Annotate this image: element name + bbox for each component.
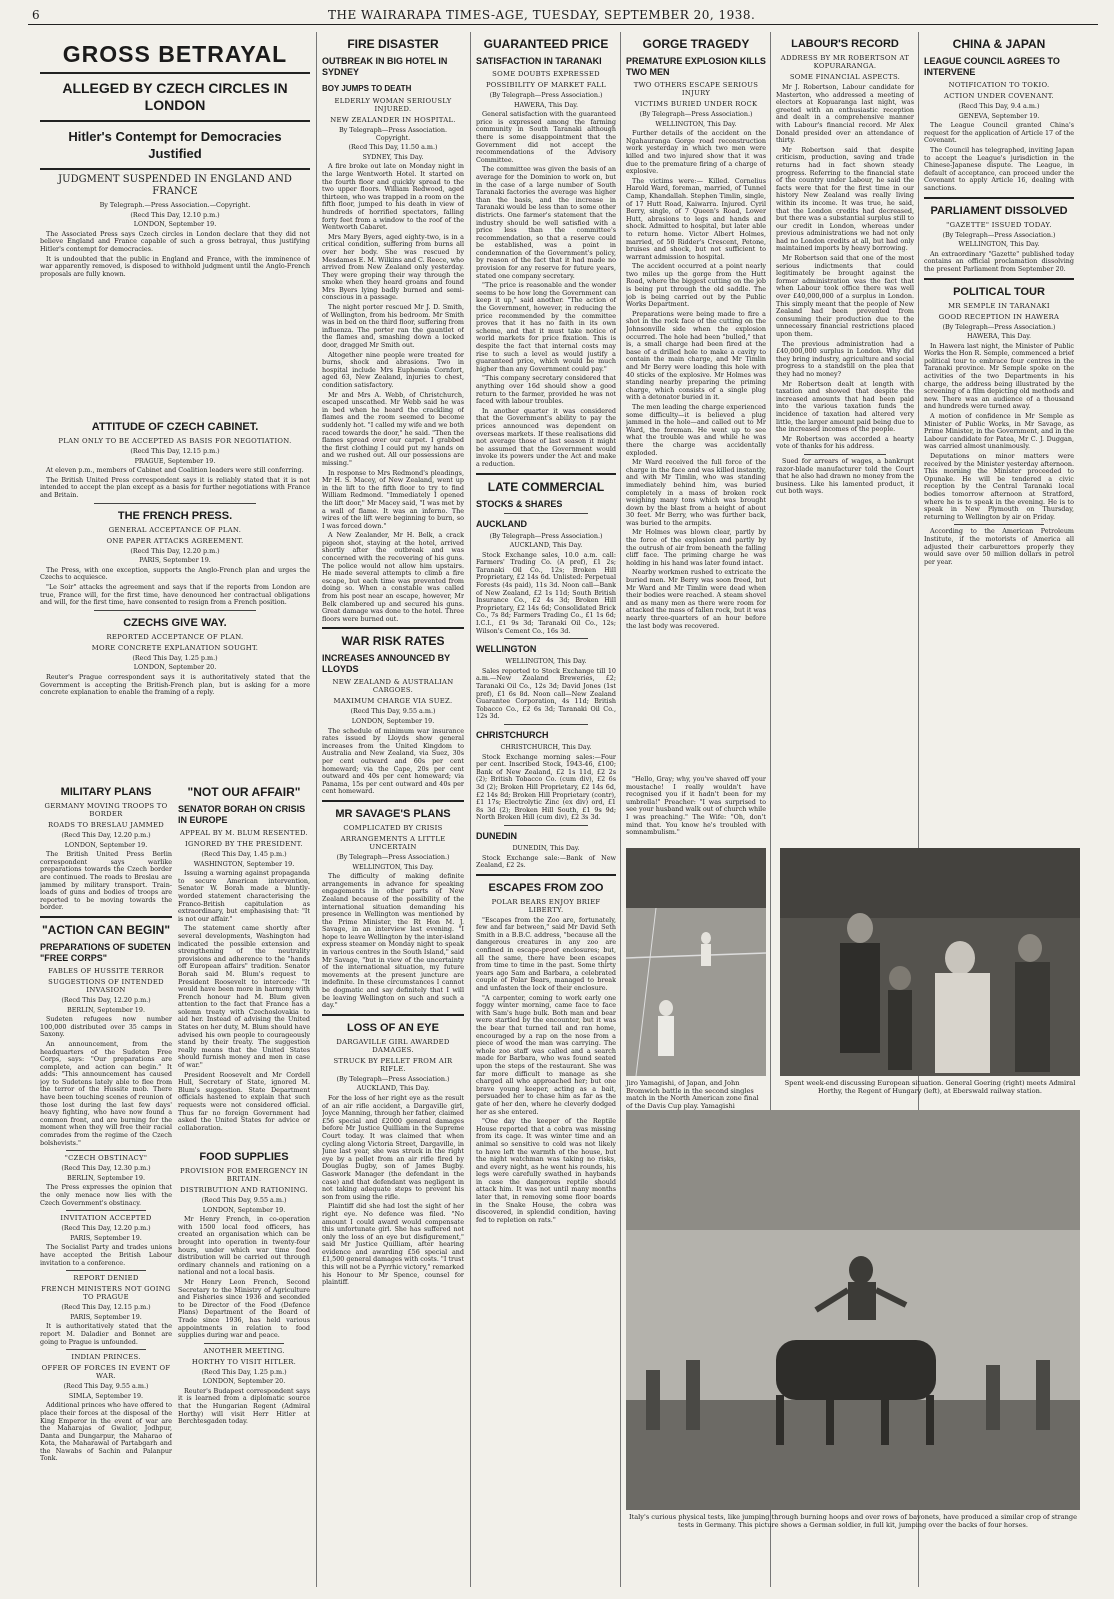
dateline: LONDON, September 19. — [202, 1205, 286, 1214]
subheadline: SENATOR BORAH ON CRISIS IN EUROPE — [178, 804, 306, 825]
dateline: BERLIN, September 19. — [67, 1173, 145, 1182]
headline: FIRE DISASTER — [347, 37, 439, 51]
headline: LABOUR'S RECORD — [791, 38, 899, 50]
column-rule — [620, 32, 621, 1587]
paragraph: The night porter rescued Mr J. D. Smith, of Wellington, from his bedroom. Mr Smith was in bed on the third floor, suffering from influenza. The porter ran the gauntlet of the flames and, smashing down a locked door, dragged Mr Smith out. — [322, 303, 464, 350]
headline: LATE COMMERCIAL — [487, 479, 605, 494]
goering-horthy-photo-caption: Spent week-end discussing European situation. General Goering (right) meets Admiral Horthy, the Regent of Hungary (left), at Eberswald railway station. — [784, 1079, 1076, 1095]
paragraph: The British United Press correspondent says it is reliably stated that it is not intended to accept the plan except as a basis for further negotiations with France and Britain. — [40, 475, 310, 499]
paragraph: Mr Robertson was accorded a hearty vote of thanks for his address. — [776, 434, 914, 451]
received-time: (Recd This Day, 9.55 a.m.) — [63, 1382, 149, 1391]
subheadline: VICTIMS BURIED UNDER ROCK — [634, 100, 758, 108]
byline: (By Telegraph—Press Association.) — [942, 230, 1056, 239]
column-6 — [924, 32, 1074, 772]
goering-horthy-photo — [780, 848, 1080, 1076]
column-2 — [322, 32, 464, 1582]
paragraph: The schedule of minimum war insurance rates issued by Lloyds show general increases from the United Kingdom to Australia and New Zealand, via Suez, 30s per cent outward and 60s per cent homeward; via the Cape, 20s per cent outward and 40s per cent homeward; via Panama, 15s per cent outward and 40s per cent homeward. — [322, 726, 464, 796]
subheadline: PROVISION FOR EMERGENCY IN BRITAIN. — [180, 1167, 308, 1183]
subheadline: GERMANY MOVING TROOPS TO BORDER — [44, 802, 168, 818]
paragraph: "Escapes from the Zoo are, fortunately, few and far between," said Mr David Seth Smith in a B.B.C. address, "because all the dangerous creatures in any zoo are confined in escape-proof enclosures; but, all the same, there have been escapes from time to time in the past. Some thirty years ago Sam and Barbara, a celebrated couple of Polar Bears, managed to break and unfasten the lock of their enclosure. — [476, 915, 616, 993]
article-czech-cabinet — [40, 415, 310, 775]
headline: AUCKLAND — [476, 518, 527, 529]
headline: CHRISTCHURCH — [476, 729, 549, 740]
paragraph: It is authoritatively stated that the report M. Daladier and Bonnet are going to Prague is unfounded. — [40, 1322, 172, 1346]
headline: GUARANTEED PRICE — [483, 37, 609, 51]
headline: WELLINGTON — [476, 644, 537, 655]
paragraph: "Hello, Gray; why, you've shaved off your moustache! I really wouldn't have recognised you if it hadn't been for my umbrella!" Preacher: "I was surprised to see your husband walk out of church while I was preaching." The Wife: "Oh, don't mind that. You know he's troubled with somnambulism." — [626, 776, 766, 837]
paragraph: It is undoubted that the public in England and France, with the imminence of war apparently removed, is disposed to withhold judgment until the Anglo-French proposals are fully known. — [40, 254, 310, 278]
dateline: DUNEDIN, This Day. — [512, 843, 580, 852]
subheadline: Hitler's Contempt for Democracies Justified — [68, 129, 282, 161]
soldier-jumping-image — [626, 1110, 1080, 1510]
dateline: AUCKLAND, This Day. — [356, 1084, 430, 1093]
column-rule — [470, 32, 471, 1587]
subheadline: ARRANGEMENTS A LITTLE UNCERTAIN — [340, 834, 446, 851]
received-time: (Recd This Day, 12.20 p.m.) — [61, 995, 151, 1004]
paragraph: Mr Holmes was blown clear, partly by the force of the explosion and partly by the outrush of air from beneath the falling cliff face. The priming charge he was holding in his hand was later found intact. — [626, 528, 766, 567]
subheadline: SATISFACTION IN TARANAKI — [476, 56, 602, 66]
paragraph: Stock Exchange morning sales:—Four per cent. Inscribed Stock, 1943-46, £100; Bank of New Zealand, £2 1s 11d, £2 2s (2); British Tobacco Co. (cum div), £2 6s 3d (2); Broken Hill Proprietary, £2 14s 6d, £2 14s 8d; Broken Hill Proprietary (contr), £1 17s; Electrolytic Zinc (ex div) ord, £1 8s 3d (2); Broken Hill South, £1 9s 9d; North Broken Hill (cum div), £2 3s 3d. — [476, 752, 616, 822]
subheadline: PREPARATIONS OF SUDETEN "FREE CORPS" — [40, 941, 171, 963]
article-labours-record — [776, 32, 914, 772]
paragraph: Mr and Mrs A. Webb, of Christchurch, escaped unscathed. Mr Webb said he was in bed when he heard the crackling of flames and the room seemed to become suddenly hot. "I called my wife and we both raced towards the door," he said. "Then the flames spread over our carpet. I grabbed the first clothing I could put my hands on and we rushed out. All our possessions are missing." — [322, 390, 464, 467]
paragraph: A motion of confidence in Mr Semple as Minister of Public Works, in Mr Savage, as Prime Minister, in the Government, and in the Labour candidate for Patea, Mr C. J. Duggan, was carried almost unanimously. — [924, 412, 1074, 451]
paragraph: The Associated Press says Czech circles in London declare that they did not believe England and France capable of such a gross betrayal, thus justifying Hitler's contempt for democracies. — [40, 229, 310, 253]
paragraph: Sued for arrears of wages, a bankrupt razor-blade manufacturer told the Court that he also had drawn no money from the business. Like his lamented product, it cut both ways. — [776, 456, 914, 496]
byline: (By Telegraph—Press Association.) — [336, 1074, 450, 1083]
article-food-supplies — [178, 1145, 310, 1585]
subheadline: IGNORED BY THE PRESIDENT. — [185, 840, 303, 848]
paragraph: At eleven p.m., members of Cabinet and Coalition leaders were still conferring. — [46, 466, 304, 475]
paragraph: In response to Mrs Redmond's pleadings, Mr H. S. Macey, of New Zealand, went up in the lift to the fifth floor to try to find William Redmond. "Immediately I opened the lift door," Mr Macey said, "I was met by a wall of flame. It was an inferno. The wires of the lift were beginning to burn, so I was forced down." — [322, 468, 464, 530]
subheadline: DISTRIBUTION AND RATIONING. — [180, 1186, 308, 1194]
masthead-title: THE WAIRARAPA TIMES-AGE, TUESDAY, SEPTEMBER 20, 1938. — [328, 8, 756, 22]
subheadline: OUTBREAK IN BIG HOTEL IN SYDNEY — [322, 56, 448, 77]
paragraph: In Hawera last night, the Minister of Public Works the Hon R. Semple, commenced a brief political tour to embrace four centres in the Taranaki province. Mr Semple spoke on the activities of the two Departments in his charge, the address being illustrated by the screening of a film depicting old methods and new. There was an audience of a thousand and hundreds were turned away. — [924, 341, 1074, 411]
subheadline: TWO OTHERS ESCAPE SERIOUS INJURY — [633, 81, 759, 97]
paragraph: The League Council granted China's request for the application of Article 17 of the Covenant. — [924, 121, 1074, 145]
headline: INDIAN PRINCES. — [71, 1353, 141, 1362]
soldier-jumping-photo — [626, 1110, 1080, 1510]
dateline: PARIS, September 19. — [139, 556, 211, 565]
paragraph: The victims were:— Killed. Cornelius Harold Ward, foreman, married, of Tunnel Camp, Khandallah. Stephen Timlin, single, of 17 Hutt Road, Kaiwarra. Injured. Cyril Berry, single, of 7 Queen's Road, Lower Hutt, abrasions to legs and hands and shock. Admitted to hospital, but later able to return home. Victor Albert Holmes, married, of 50 Ridder's Crescent, Petone, bruises and shock, but not sufficient to warrant admission to hospital. — [626, 176, 766, 261]
byline: (By Telegraph—Press Association.) — [336, 852, 450, 861]
paragraph: Mr Robertson said that despite criticism, production, saving and trade returns had in fact shown steady progress. Referring to the financial state of the country under Labour, he said the facts were that for the first time in our history New Zealand was really living within its income. It was true, he said, that the London credits had decreased, but there was a substantial surplus still to our credit in London, whereas under previous administrations we had not only had no London credits at all, but had only maintained imports by heavy borrowing. — [776, 145, 914, 253]
byline: (By Telegraph—Press Association.) — [489, 91, 603, 99]
headline: THE FRENCH PRESS. — [117, 509, 233, 522]
article-gross-betrayal — [40, 32, 310, 412]
paragraph: An extraordinary "Gazette" published today contains an official proclamation dissolving the present Parliament from September 20. — [924, 249, 1074, 273]
paragraph: Reuter's Budapest correspondent says it is learned from a diplomatic source that the Hungarian Regent (Admiral Horthy) will visit Herr Hitler at Berchtesgaden today. — [178, 1386, 310, 1426]
subheadline: SOME FINANCIAL ASPECTS. — [789, 73, 901, 81]
headline: ANOTHER MEETING. — [203, 1346, 285, 1355]
paragraph: A New Zealander, Mr H. Belk, a crack pigeon shot, staying at the hotel, arrived shortly after the outbreak and was concerned with the recovering of his guns. The police would not allow him upstairs. He made several attempts to climb a fire escape, but each time was prevented from doing so. When a constable was called from his post near an escape, however, Mr Belk clambered up and secured his guns. Great damage was done to the hotel. Three floors were burned out. — [322, 531, 464, 623]
received-time: (Recd This Day, 1.25 p.m.) — [201, 1367, 287, 1376]
paragraph: The Press, with one exception, supports the Anglo-French plan and urges the Czechs to acquiesce. — [40, 565, 310, 582]
masthead — [28, 6, 1098, 25]
received-time: (Recd This Day, 12.30 p.m.) — [61, 1164, 151, 1173]
paragraph: The Council has telegraphed, inviting Japan to accept the League's jurisdiction in the Chinese-Japanese dispute. The League, in default of acceptance, can proceed under the Covenant to apply Article 16, dealing with sanctions. — [924, 145, 1074, 192]
byline: By Telegraph.—Press Association.—Copyright. — [99, 201, 251, 209]
subheadline: HORTHY TO VISIT HITLER. — [191, 1357, 297, 1366]
dateline: WELLINGTON, This Day. — [505, 657, 587, 666]
paragraph: A fire broke out late on Monday night in the large Wentworth Hotel. It started on the fourth floor and quickly spread to the two upper floors. William Redwood, aged thirteen, who was trapped in a room on the fifth floor, jumped to his death in view of hundreds of horrified spectators, falling forty feet from a window to the roof of the Wentworth Cabaret. — [322, 162, 464, 232]
subheadline: REPORTED ACCEPTANCE OF PLAN. — [106, 632, 244, 641]
subheadline: DARGAVILLE GIRL AWARDED DAMAGES. — [336, 1037, 450, 1054]
received-time: (Recd This Day, 9.55 a.m.) — [201, 1196, 287, 1204]
headline: "CZECH OBSTINACY" — [64, 1154, 148, 1163]
paragraph: The committee was given the basis of an average for the Dominion to work on, but in the case of a large number of South Taranaki factories the average was higher than the basis, and the increase in Taranaki would be less than to some other districts. One farmer's statement that the industry should be well satisfied with a price less than the committee's recommendation, so that a reserve could be established, was a point in condemnation of the Government's policy, by reason of the fact that it had made no provision for any reserve for future years, stated one company secretary. — [476, 165, 616, 280]
subheadline: INCREASES ANNOUNCED BY LLOYDS — [322, 653, 451, 675]
received-time: (Recd This Day, 12.10 p.m.) — [130, 210, 220, 219]
headline: MR SAVAGE'S PLANS — [335, 807, 451, 820]
received-time: (Recd This Day, 11.50 a.m.) — [348, 143, 438, 152]
paragraph: Stock Exchange sales, 10.0 a.m. call: Farmers' Trading Co. (A pref), £1 2s; Taranaki Oil Co., 12s; Broken Hill Proprietary, £2 14s 6d. Unlisted: Perpetual Forests (4s paid), 11s 3d. Noon call—Bank of New Zealand, £2 1s 11d; South British Insurance Co., £2 4s 3d; Broken Hill Proprietary, £2 14s 6d; Consolidated Brick Co., 7s 8d; Farmers Trading Co., £1 1s 6d; I.C.I., £1 9s 3d; Taranaki Oil Co., 12s; Wilson's Cement Co., 16s 3d. — [476, 550, 616, 635]
paragraph: Nearby workmen rushed to extricate the buried men. Mr Berry was soon freed, but Mr Ward and Mr Timlin were dead when their bodies were reached. A steam shovel and as many men as there were room for attacked the mass of fallen rock, but it was nearly three-quarters of an hour before the last body was recovered. — [626, 568, 766, 630]
subheadline: GENERAL ACCEPTANCE OF PLAN. — [108, 525, 242, 534]
dateline: CHRISTCHURCH, This Day. — [500, 742, 592, 751]
dateline: HAWERA, This Day. — [513, 100, 579, 109]
paragraph: The statement came shortly after several developments, Washington had indicated the possible extension and strengthening of the neutrality provisions and adherence to the "hands off European affairs" tradition. Senator Borah said M. Blum's request to President Roosevelt to intercede: "It would have been more in harmony with French honour had M. Blum given attention to the fact that France has a solemn treaty with Czechoslovakia to aid her. Instead of advising the United States on her duty, M. Blum should have advised his own people to courageously stand by their treaty. The suggestion really means that the United States should furnish money and men in case of war." — [178, 924, 310, 1070]
received-time: (Recd This Day, 12.20 p.m.) — [61, 1224, 151, 1233]
paragraph: Sales reported to Stock Exchange till 10 a.m.—New Zealand Breweries, £2; Taranaki Oil Co., 12s 3d; David Jones (1st pref), £1 6s 8d. Noon call—New Zealand Guarantee Corporation, 4s 11d; British Tobacco Co., £2 6s 3d; Taranaki Oil Co., 12s 3d. — [476, 666, 616, 721]
subheadline: SUGGESTIONS OF INTENDED INVASION — [48, 977, 164, 994]
received-time: (Recd This Day, 12.15 p.m.) — [61, 1303, 151, 1312]
dateline: GENEVA, September 19. — [958, 111, 1040, 120]
paragraph: The difficulty of making definite arrangements in advance for speaking engagements in other parts of New Zealand because of the possibility of the international situation demanding his presence in Wellington was mentioned by the Prime Minister, the Rt Hon M. J. Savage, in an interview last evening. "I hope to leave Wellington by the inter-island express steamer on Monday night to speak in various centres in the South Island," said Mr Savage, "but in view of the uncertainty of the international situation, my future movements at the present juncture are indefinite. In these circumstances I cannot be dogmatic and say definitely that I will be leaving Wellington on such and such a day." — [322, 872, 464, 1010]
headline: ATTITUDE OF CZECH CABINET. — [91, 421, 259, 433]
dateline: LONDON, September 19. — [351, 717, 435, 725]
byline: (By Telegraph—Press Association.) — [942, 322, 1056, 331]
paragraph: The British United Press Berlin correspondent says warlike preparations towards the Czech border are continued. The roads to Breslau are jammed by military transport. Train-loads of guns and bodies of troops are reported to be moving towards the border. — [40, 850, 172, 912]
subheadline: FRENCH MINISTERS NOT GOING TO PRAGUE — [41, 1285, 171, 1302]
subheadline: MAXIMUM CHARGE VIA SUEZ. — [333, 697, 453, 706]
received-time: (Recd This Day, 9.4 a.m.) — [958, 102, 1040, 110]
subheadline: ROADS TO BRESLAU JAMMED — [47, 821, 165, 829]
paragraph: Mr Robertson dealt at length with taxation and showed that despite the increased amounts that had been paid into the various taxation funds the incidence of taxation had altered very little, the larger amount paid being due to the increased incomes of the people. — [776, 379, 914, 434]
subheadline: STOCKS & SHARES — [476, 498, 563, 509]
paragraph: The Socialist Party and trades unions have accepted the British Labour invitation to a conference. — [40, 1243, 172, 1267]
subheadline: FABLES OF HUSSITE TERROR — [48, 966, 164, 975]
paragraph: According to the American Petroleum Institute, if the motorists of America all adjusted their carburettors properly they would save over 50 million dollars in petrol per year. — [924, 527, 1074, 566]
paragraph: The previous administration had a £40,000,000 surplus in London. Why did they bring industry, agriculture and social progress to a standstill on the plea that they had no money? — [776, 339, 914, 378]
dateline: PARIS, September 19. — [70, 1312, 142, 1321]
subheadline: PLAN ONLY TO BE ACCEPTED AS BASIS FOR NEGOTIATION. — [58, 437, 292, 445]
paragraph: The men leading the charge experienced some difficulty—it is believed a plug jammed in the hole—and called out to Mr Ward, the foreman. He went up to see what the trouble was and while he was there the charge was accidentally exploded. — [626, 402, 766, 457]
page-number: 6 — [32, 8, 41, 22]
headline: LOSS OF AN EYE — [347, 1021, 439, 1034]
received-time: (Recd This Day, 1.25 p.m.) — [132, 653, 218, 662]
soldier-jumping-photo-caption: Italy's curious physical tests, like jumping through burning hoops and over rows of bayonets, have produced a similar crop of strange tests in Germany. This picture shows a German soldier, in full kit, jumping over the backs of four horses. — [628, 1513, 1077, 1529]
headline: CZECHS GIVE WAY. — [123, 616, 227, 629]
paragraph: Mr Robertson said that one of the most serious indictments that could legitimately be brought against the former administration was the fact that when Labour took office there was well over £40,000,000 of a surplus in London. This simply meant that the people of New Zealand had been prevented from consuming their production due to the unnecessary financial restrictions placed upon them. — [776, 254, 914, 338]
subheadline: ALLEGED BY CZECH CIRCLES IN LONDON — [62, 80, 288, 113]
headline: GROSS BETRAYAL — [62, 41, 288, 67]
paragraph: Plaintiff did she had lost the sight of her right eye. No defence was filed. "No amount I could award would compensate this unfortunate girl. She has suffered not only the loss of an eye but disfigurement," said Mr Justice Quilliam, after hearing evidence and awarding £56 special and £1,500 general damages with costs. "I trust this will not be a Pyrrhic victory," remarked his Honour to Mr Spence, counsel for plaintiff. — [322, 1202, 464, 1287]
paragraph: "A carpenter, coming to work early one foggy winter morning, came face to face with Sam's huge bulk. Both man and bear were startled by the encounter, but it was the bear that turned tail and ran home, encouraged by a rap on the nose from a piece of wood the man was carrying. The whole zoo staff was called and a search made for Barbara, who was found seated upon the steps of the restaurant. She was far more difficult to manage as she charged all who approached her; but one brave young keeper, acting as a bait, persuaded her to chase him as far as the gate of her den, where he cleverly dodged her as she entered. — [476, 993, 616, 1116]
paragraph: "The price is reasonable and the wonder seems to be how long the Government can keep it up," said another. "The action of the Government, however, in reducing the price recommended by the committee proves that it has no faith in its own scheme, and that it must take notice of world markets for price fixation. This is despite the fact that internal costs may rise to such a level as would justify a guaranteed price, which would be much higher than any Government could pay." — [476, 281, 616, 373]
subheadline: NEW ZEALANDER IN HOSPITAL. — [330, 116, 456, 124]
paragraph: Further details of the accident on the Ngahauranga Gorge road reconstruction work yesterday in which two men were killed and two injured show that it was due to the premature firing of a charge of explosive. — [626, 129, 766, 176]
headline: ESCAPES FROM ZOO — [488, 881, 604, 894]
dateline: HAWERA, This Day. — [966, 332, 1032, 341]
paragraph: Mr Ward received the full force of the charge in the face and was killed instantly, and with Mr Timlin, who was standing immediately behind him, was buried completely in a mass of broken rock weighing many tons which was brought down by the blast from a height of about 30 feet. Mr Berry, who was further back, was buried to the armpits. — [626, 458, 766, 527]
paragraph: Additional princes who have offered to place their forces at the disposal of the King Emperor in the event of war are the Maharajas of Gwalior, Jodhpur, Danta and Dungarpur, the Maharao of Kota, the Maharawal of Partabgarh and the Nawabs of Sachin and Palanpur Tonk. — [40, 1401, 172, 1463]
paragraph: Altogether nine people were treated for burns, shock and abrasions. Two in hospital include Mrs Euphemia Cornfort, aged 63, New Zealand, injuries to chest, condition satisfactory. — [322, 350, 464, 389]
subheadline: SOME DOUBTS EXPRESSED — [492, 70, 600, 78]
dateline: WELLINGTON, This Day. — [655, 119, 737, 128]
paragraph: "One day the keeper of the Reptile House reported that a cobra was missing from its cage. It was winter time and an animal so sensitive to cold was not likely to have left the warmth of the house, but the night watchman was taking no risks, and every night, as he went his rounds, his legs were carefully swathed in haybands in case the dangerous reptile should attack him. It was not until many months later that, in removing some floor boards in the Snake House, the cobra was discovered, in splendid condition, having fed to repletion on rats." — [476, 1117, 616, 1224]
headline: "ACTION CAN BEGIN" — [41, 922, 171, 937]
headline: GORGE TRAGEDY — [642, 37, 750, 51]
paragraph: President Roosevelt and Mr Cordell Hull, Secretary of State, ignored M. Blum's suggestion. State Department officials hastened to explain that such requests were not considered official. Thus far no foreign Government had asked the United States for advice or collaboration. — [178, 1070, 310, 1132]
headline: "NOT OUR AFFAIR" — [187, 785, 301, 799]
subheadline: APPEAL BY M. BLUM RESENTED. — [180, 829, 308, 837]
dateline: AUCKLAND, This Day. — [509, 541, 583, 550]
subheadline: ACTION UNDER COVENANT. — [944, 92, 1054, 100]
dateline: WELLINGTON, This Day. — [958, 240, 1040, 249]
goering-horthy-image — [780, 848, 1080, 1076]
dateline: LONDON, September 20. — [202, 1377, 286, 1386]
headline: MILITARY PLANS — [60, 786, 152, 798]
headline: REPORT DENIED — [73, 1274, 139, 1283]
paragraph: Reuter's Prague correspondent says it is authoritatively stated that the Government is accepting the British-French plan, but is asking for a more concrete explanation to enable the framing of a reply. — [40, 672, 310, 697]
headline: DUNEDIN — [476, 830, 518, 841]
headline: INVITATION ACCEPTED — [60, 1214, 152, 1223]
headline: FOOD SUPPLIES — [199, 1151, 289, 1163]
received-time: (Recd This Day, 12.20 p.m.) — [61, 831, 151, 839]
headline: POLITICAL TOUR — [953, 285, 1045, 298]
paragraph: Preparations were being made to fire a shot in the rock face of the cutting on the Johnsonville side when the explosion occurred. The hole had been "bulled," that is, a small charge had been fired at the base of a drilled hole to make a cavity to contain the main charge, and Mr Timlin and Mr Berry were loading this hole with 40 sticks of the explosive. Mr Holmes was standing nearby preparing the priming charge, which consists of a single plug with a detonator buried in it. — [626, 309, 766, 402]
paragraph: Sudeten refugees now number 100,000 distributed over 35 camps in Saxony. — [40, 1015, 172, 1039]
tennis-photo-caption: Jiro Yamagishi, of Japan, and John Bromwich battle in the second singles match in the North American zone final of the Davis Cup play. Yamagishi — [626, 1079, 759, 1110]
subheadline: GOOD RECEPTION IN HAWERA — [938, 312, 1060, 321]
byline: By Telegraph—Press Association. Copyright. — [338, 126, 448, 142]
subheadline: "GAZETTE" ISSUED TODAY. — [946, 220, 1052, 229]
subheadline: POSSIBILITY OF MARKET FALL — [485, 81, 607, 89]
subheadline: NEW ZEALAND & AUSTRALIAN CARGOES. — [332, 678, 454, 695]
paragraph: "This company secretary considered that anything over 16d should show a good return to the farmer, provided he was not faced with labour troubles. — [476, 374, 616, 406]
column-3 — [476, 32, 616, 1582]
subheadline: ADDRESS BY MR ROBERTSON AT KOPURARANGA. — [780, 54, 910, 70]
article-not-our-affair — [178, 780, 310, 1140]
dateline: SYDNEY, This Day. — [362, 152, 424, 161]
paragraph: For the loss of her right eye as the result of an air rifle accident, a Dargaville girl, Joyce Manning, through her father, claimed £56 special and £2000 general damages before Mr Justice Quilliam in the Supreme Court today. It was claimed that when cycling along Victoria Street, Dargaville, in June last year, she was struck in the right eye by a pellet from an air rifle fired by Douglas Dugby, son of James Bugby. Gaswork Manager (the defendant in the case) and that defendant was negligent in not taking adequate steps to prevent his son from using the rifle. — [322, 1094, 464, 1201]
paragraph: Mr Henry Leon French, Second Secretary to the Ministry of Agriculture and Fisheries since 1936 and seconded to be Director of the Food (Defence Plans) Department of the Board of Trade since 1936, has held various appointments in relation to food supplies during war and peace. — [178, 1277, 310, 1340]
byline: (By Telegraph—Press Association.) — [639, 110, 753, 118]
subheadline: ONE PAPER ATTACKS AGREEMENT. — [106, 536, 244, 545]
subheadline: LEAGUE COUNCIL AGREES TO INTERVENE — [924, 56, 1060, 77]
dateline: BERLIN, September 19. — [67, 1005, 145, 1014]
paragraph: The accident occurred at a point nearly two miles up the gorge from the Hutt Road, where the biggest cutting on the job is being put through the old saddle. The job is being carried out by the Public Works Department. — [626, 262, 766, 309]
dateline: LONDON, September 19. — [64, 840, 148, 849]
article-gorge-tragedy — [626, 32, 766, 772]
subheadline: POLAR BEARS ENJOY BRIEF LIBERTY. — [491, 897, 601, 914]
subheadline: NOTIFICATION TO TOKIO. — [948, 81, 1050, 89]
headline: CHINA & JAPAN — [952, 37, 1046, 51]
dateline: WELLINGTON, This Day. — [352, 862, 434, 871]
subheadline: BOY JUMPS TO DEATH — [322, 84, 412, 93]
joke-box — [626, 776, 766, 846]
paragraph: An announcement, from the headquarters of the Sudeten Free Corps, says: "Our preparations are complete, and action can begin." It adds: "This announcement has caused joy to Sudetens lately able to flee from the terror of the Hussite mob. There have been touching scenes of reunion of those lost during the last few days' heavy fighting, who have now found a common front, and are burning for the moment when they will free their racial comrades from the regime of the Czech bolshevists." — [40, 1039, 172, 1147]
received-time: (Recd This Day, 12.15 p.m.) — [130, 447, 220, 455]
paragraph: Mr Henry French, in co-operation with 1500 local food officers, has created an organisation which can be brought into operation in twenty-four hours, under which war time food distribution will be carried out through ordinary channels and rationing on a national and not a local basis. — [178, 1215, 310, 1277]
subheadline: MORE CONCRETE EXPLANATION SOUGHT. — [91, 643, 259, 652]
tennis-photo — [626, 848, 766, 1076]
received-time: (Recd This Day, 9.55 a.m.) — [350, 707, 436, 716]
received-time: (Recd This Day, 12.20 p.m.) — [130, 546, 220, 555]
paragraph: Mrs Mary Byers, aged eighty-two, is in a critical condition, suffering from burns all over her body. She was rescued by Mesdames E. M. Wilkins and C. Reece, who arrived from New Zealand only yesterday. They were groping their way through the smoke when they heard groans and found Mrs Byers lying badly burned and semi-conscious in a passage. — [322, 232, 464, 302]
paragraph: The Press expresses the opinion that the only menace now lies with the Czech Government's obstinacy. — [40, 1183, 172, 1207]
subheadline: STRUCK BY PELLET FROM AIR RIFLE. — [333, 1056, 453, 1073]
subheadline: OFFER OF FORCES IN EVENT OF WAR. — [41, 1364, 171, 1381]
subheadline: ELDERLY WOMAN SERIOUSLY INJURED. — [334, 97, 452, 113]
dateline: PRAGUE, September 19. — [134, 456, 216, 465]
subheadline: JUDGMENT SUSPENDED IN ENGLAND AND FRANCE — [58, 174, 292, 197]
paragraph: Stock Exchange sale:—Bank of New Zealand, £2 2s. — [476, 853, 616, 870]
headline: PARLIAMENT DISSOLVED — [930, 204, 1068, 217]
byline: (By Telegraph—Press Association.) — [489, 531, 603, 540]
dateline: LONDON, September 20. — [133, 663, 217, 672]
paragraph: In another quarter it was considered that the Government's ability to pay the prices announced was dependent on overseas markets. If these realisations did not average those of last season it might be assumed that the Government would invoke its powers under the Act and make a reduction. — [476, 406, 616, 468]
paragraph: Issuing a warning against propaganda to secure American intervention, Senator W. Borah made a bluntly-worded statement characterising the Franco-British capitulation as extraordinary, but emphasising that: "It is not our affair." — [178, 869, 310, 923]
paragraph: Deputations on minor matters were received by the Minister yesterday afternoon. This morning the Minister proceeded to Opunake. He will be tendered a civic reception by the Central Taranaki local bodies tomorrow afternoon at Stratford, where he is to speak in the evening. He is to speak in New Plymouth on Thursday, returning to Wellington by air on Friday. — [924, 452, 1074, 521]
subheadline: PREMATURE EXPLOSION KILLS TWO MEN — [626, 56, 766, 77]
dateline: SIMLA, September 19. — [68, 1391, 144, 1400]
dateline: LONDON, September 19. — [133, 220, 217, 229]
subheadline: COMPLICATED BY CRISIS — [343, 823, 443, 832]
column-1-lower — [40, 780, 172, 1580]
dateline: WASHINGTON, September 19. — [193, 859, 295, 868]
paragraph: General satisfaction with the guaranteed price is expressed among the farming community in South Taranaki although there is some disappointment that the Government did not accept the recommendations of the Advisory Committee. — [476, 110, 616, 164]
dateline: PARIS, September 19. — [70, 1233, 142, 1242]
tennis-photo-image — [626, 848, 766, 1076]
column-rule — [316, 32, 317, 1587]
received-time: (Recd This Day, 1.45 p.m.) — [201, 850, 287, 858]
headline: WAR RISK RATES — [341, 634, 445, 649]
paragraph: Mr J. Robertson, Labour candidate for Masterton, who addressed a meeting of electors at Kopuaranga last night, was greeted with an enthusiastic reception and dealt in a comprehensive manner with Labour's financial record. Mr Alex Donald presided over an attendance of thirty. — [776, 83, 914, 145]
subheadline: MR SEMPLE IN TARANAKI — [948, 301, 1050, 310]
paragraph: "Le Soir" attacks the agreement and says that if the reports from London are true, France will, for the first time, have denounced her contractual obligations and will, for the first time, have consented to resign from a French position. — [40, 582, 310, 607]
